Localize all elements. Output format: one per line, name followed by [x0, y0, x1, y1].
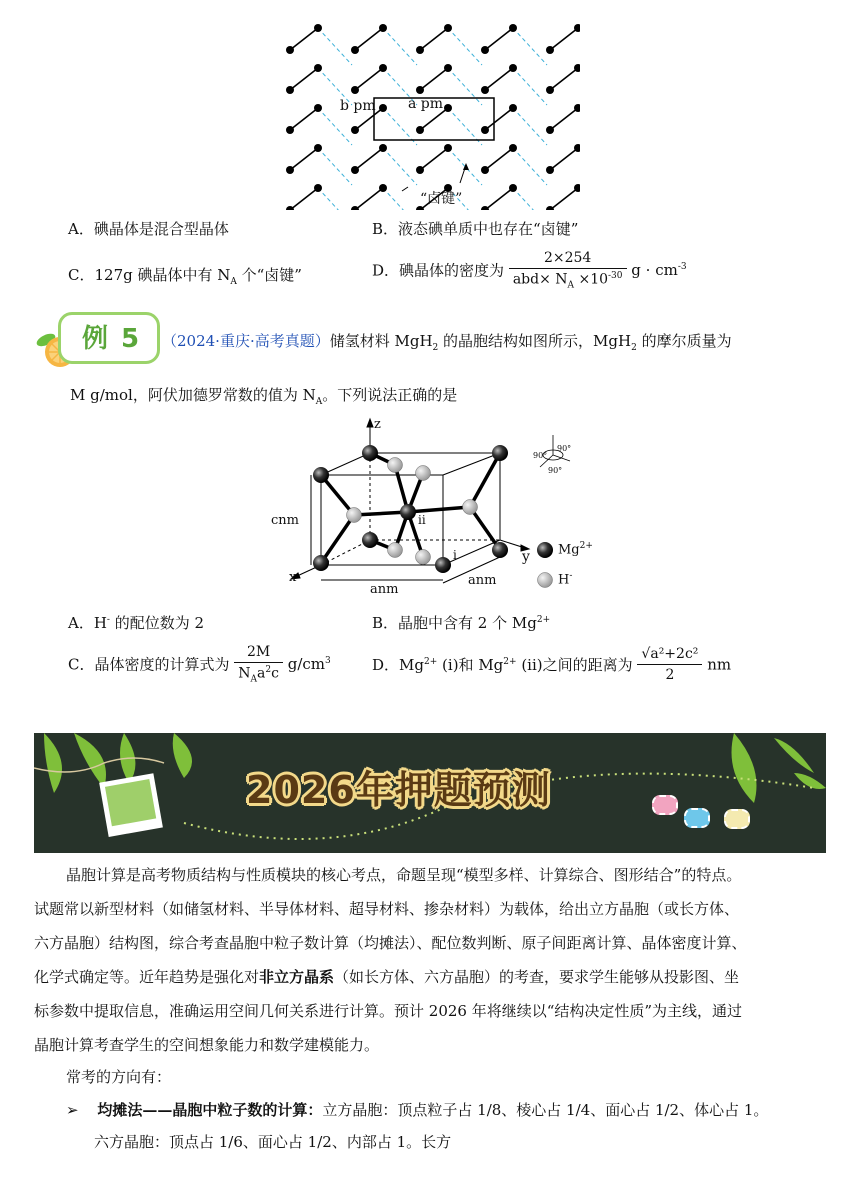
iodine-atom [314, 144, 322, 152]
iodine-atom [481, 86, 489, 94]
i2-bond [290, 108, 318, 130]
q5-option-c: C．晶体密度的计算式为 $\frac{2M}{N_Aa^2c}$ $g/cm^3$ [68, 644, 331, 685]
question-source: （2024·重庆·高考真题） [162, 332, 330, 350]
i2-bond [420, 68, 448, 90]
q4-option-a: A．碘晶体是混合型晶体 [68, 220, 229, 238]
pink-peg [652, 795, 678, 815]
iodine-atom [481, 126, 489, 134]
mgh2-unit-cell-figure [265, 415, 595, 605]
i2-bond [550, 148, 578, 170]
q4-option-d: D．碘晶体的密度为 $\frac{2\times 254}{abd\times N_A \times 10^{-30}}$ $g \cdot cm^{-3}$ [372, 250, 687, 291]
iodine-atom [444, 64, 452, 72]
distance-formula: $\frac{\text{√a²+2c²}}{2}$ [637, 646, 702, 683]
i2-bond [550, 28, 578, 50]
i2-bond [290, 188, 318, 210]
iodine-atom [351, 46, 359, 54]
iodine-atom [481, 206, 489, 210]
iodine-atom [351, 166, 359, 174]
angle-label-1: 90° [557, 444, 572, 453]
halogen-bond-link [448, 28, 482, 65]
banner-title: 2026年押题预测 [246, 768, 551, 812]
example-number: 例 5 [82, 324, 142, 354]
i2-bond [485, 148, 513, 170]
fade-overlay [470, 1126, 854, 1160]
i2-bond [290, 148, 318, 170]
halogen-bond-link [318, 148, 352, 185]
iodine-atom [314, 184, 322, 192]
density-formula: $\frac{2M}{N_Aa^2c}$ [234, 644, 283, 684]
iodine-atom [416, 126, 424, 134]
intro-paragraph: 晶胞计算是高考物质结构与性质模块的核心考点，命题呈现“模型多样、计算综合、图形结合”的特点。 试题常以新型材料（如储氢材料、半导体材料、超导材料、掺杂材料）为载体，给出立方晶胞（或长方体、 六方晶胞）结构图，综合考查晶胞中粒子数计算（均摊法）、配位数判断、原子间距离计算、晶体密度计算、 化学式确定等。近年趋势是强化对非立方晶系（如长方体、六方晶胞）的考查，要求学生能够从投影图、坐 标参数中提取信息，准确运用空间几何关系进行计算。预计 2026 年将继续以“结构决定性质”为主线，通过 晶胞计算考查学生的空间想象能力和数学建模能力。 [34, 866, 747, 1054]
iodine-crystal-figure [280, 15, 580, 210]
iodine-atom [481, 166, 489, 174]
iodine-atom [546, 166, 554, 174]
iodine-atom [351, 206, 359, 210]
halogen-bond-link [448, 68, 482, 105]
q5-option-d: D．$Mg^{2+}$ (i)和 $Mg^{2+}$ (ii)之间的距离为 $\frac{\text{√a²+2c²}}{2}$ nm [372, 646, 732, 683]
i2-bond [355, 188, 383, 210]
iodine-atom [444, 104, 452, 112]
label-b-pm: b pm [340, 98, 376, 114]
i2-bond [550, 68, 578, 90]
axis-z-label: z [374, 417, 381, 432]
legend-mg: $Mg^{2+}$ [558, 541, 593, 558]
axis-x-label: x [289, 570, 297, 585]
bullet-item-1-continued: 六方晶胞：顶点占 1/6、面心占 1/2、内部占 1。长方 [94, 1133, 452, 1151]
iodine-atom [546, 126, 554, 134]
label-i: i [453, 548, 457, 562]
label-halogen-bond: “卤键” [420, 191, 463, 207]
i2-bond [485, 108, 513, 130]
legend-h: H- [558, 571, 573, 588]
yellow-peg [724, 809, 750, 829]
iodine-atom [379, 24, 387, 32]
halogen-bond-link [513, 188, 547, 210]
iodine-atom [286, 166, 294, 174]
q4-option-b: B．液态碘单质中也存在“卤键” [372, 220, 579, 238]
halogen-bond-link [513, 108, 547, 145]
iodine-atom [509, 104, 517, 112]
common-directions-heading: 常考的方向有： [66, 1068, 172, 1086]
label-a-pm: a pm [408, 96, 444, 112]
label-ii: ii [418, 513, 426, 527]
iodine-atom [286, 126, 294, 134]
iodine-atom [416, 86, 424, 94]
label-anm-2: anm [468, 573, 497, 588]
angle-label-3: 90° [548, 466, 563, 475]
iodine-atom [314, 24, 322, 32]
label-anm-1: anm [370, 582, 399, 597]
halogen-bond-link [318, 188, 352, 210]
iodine-atom [286, 206, 294, 210]
i2-bond [420, 148, 448, 170]
iodine-atom [351, 126, 359, 134]
halogen-bond-link [383, 188, 417, 210]
iodine-atom [379, 144, 387, 152]
iodine-atom [379, 64, 387, 72]
i2-bond [485, 68, 513, 90]
label-cnm: cnm [271, 513, 299, 528]
i2-bond [485, 188, 513, 210]
iodine-atom [416, 166, 424, 174]
iodine-atom [314, 104, 322, 112]
i2-bond [550, 108, 578, 130]
iodine-atom [509, 184, 517, 192]
halogen-bond-link [383, 28, 417, 65]
iodine-atom [546, 46, 554, 54]
q5-option-b: B．晶胞中含有 2 个 $Mg^{2+}$ [372, 614, 551, 632]
density-fraction: $\frac{2\times 254}{abd\times N_A \times 10^{-30}}$ [509, 250, 627, 290]
bullet-item-1: ➢ 均摊法——晶胞中粒子数的计算：立方晶胞：顶点粒子占 1/8、棱心占 1/4、面心占 1/2、体心占 1。 [66, 1101, 769, 1119]
iodine-atom [444, 24, 452, 32]
q5-option-a: A．H- 的配位数为 2 [68, 614, 205, 632]
iodine-atom [286, 46, 294, 54]
blue-peg [684, 808, 710, 828]
iodine-molecules [286, 24, 580, 210]
halogen-bond-link [513, 28, 547, 65]
bullet-arrow-icon: ➢ [66, 1101, 79, 1119]
example-badge [36, 310, 161, 366]
iodine-atom [351, 86, 359, 94]
iodine-atom [546, 206, 554, 210]
halogen-bond-link [383, 148, 417, 185]
q4-option-c: C．127g 碘晶体中有 $N_A$ 个“卤键” [68, 266, 302, 287]
iodine-atom [509, 64, 517, 72]
iodine-atom [509, 144, 517, 152]
i2-bond [290, 28, 318, 50]
example5-stem-line2: M g/mol，阿伏加德罗常数的值为 $N_A$。下列说法正确的是 [70, 386, 458, 407]
i2-bond [550, 188, 578, 210]
i2-bond [485, 28, 513, 50]
halogen-bond-link [318, 28, 352, 65]
halogen-bond-link [513, 148, 547, 185]
example5-stem-line1: （2024·重庆·高考真题）储氢材料 MgH$_2$ 的晶胞结构如图所示，MgH$_2$ 的摩尔质量为 [162, 332, 732, 353]
iodine-atom [509, 24, 517, 32]
axis-y-label: y [522, 549, 530, 565]
prediction-banner [34, 733, 826, 853]
iodine-atom [444, 144, 452, 152]
angle-label-2: 90° [533, 451, 548, 460]
i2-bond [290, 68, 318, 90]
iodine-atom [416, 46, 424, 54]
iodine-atom [286, 86, 294, 94]
iodine-atom [379, 104, 387, 112]
i2-bond [355, 28, 383, 50]
i2-bond [420, 28, 448, 50]
i2-bond [355, 148, 383, 170]
iodine-atom [314, 64, 322, 72]
iodine-atom [481, 46, 489, 54]
halogen-bond-link [513, 68, 547, 105]
iodine-atom [379, 184, 387, 192]
iodine-atom [546, 86, 554, 94]
i2-bond [355, 68, 383, 90]
